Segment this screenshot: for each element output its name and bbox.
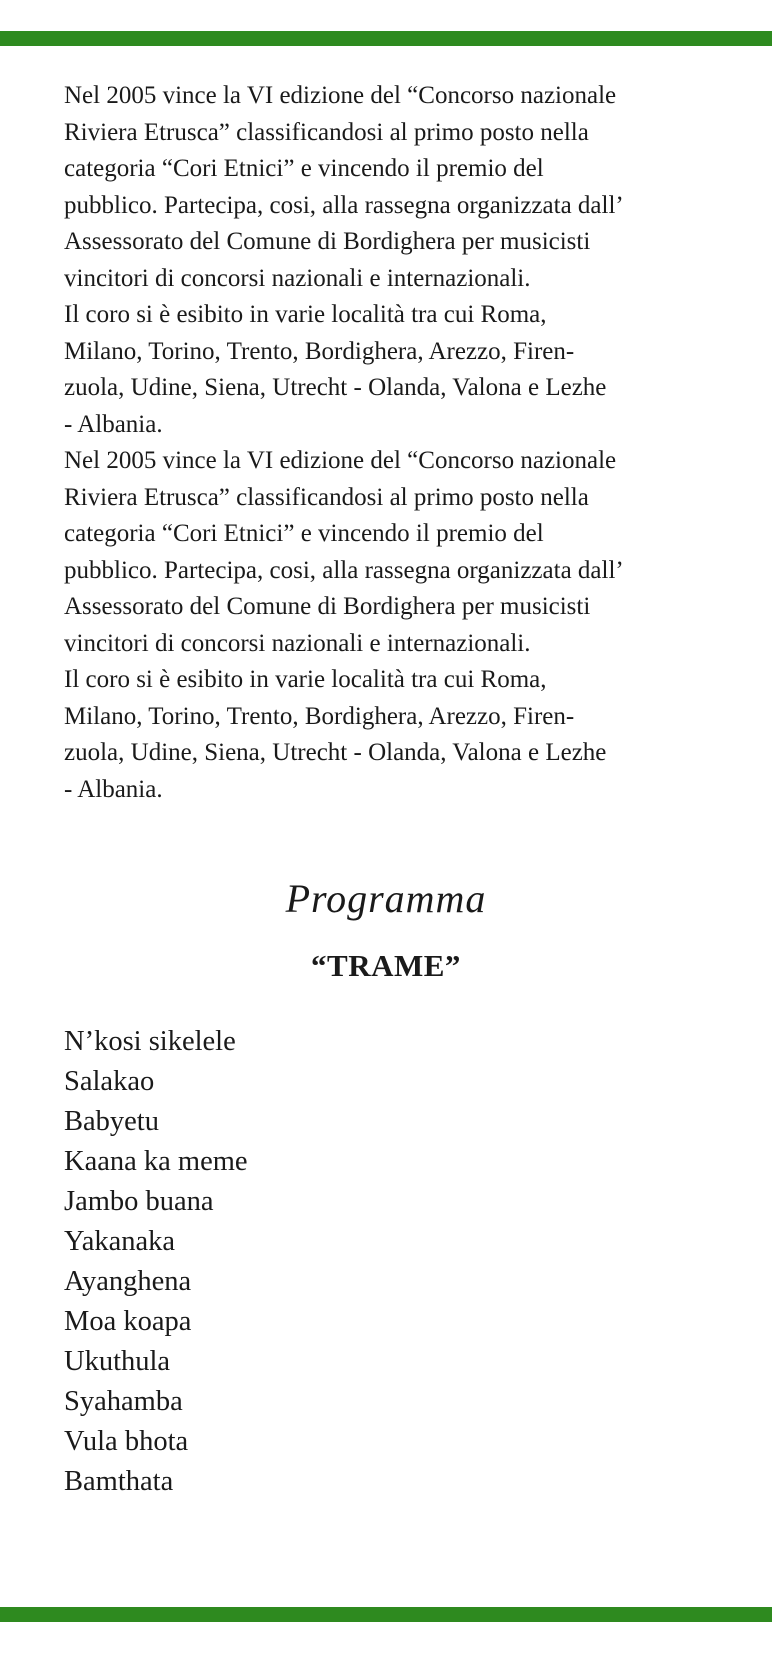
program-item: Babyetu xyxy=(64,1106,159,1137)
program-list xyxy=(64,1022,464,1502)
body-line: pubblico. Partecipa, cosi, alla rassegna organizzata dall’ xyxy=(64,556,624,584)
body-line: Nel 2005 vince la VI edizione del “Concorso nazionale xyxy=(64,82,617,109)
program-item: Vula bhota xyxy=(64,1426,189,1457)
body-line: vincitori di concorsi nazionali e internazionali. xyxy=(64,264,531,292)
body-line: Assessorato del Comune di Bordighera per musicisti xyxy=(64,593,591,620)
body-line: Milano, Torino, Trento, Bordighera, Arezzo, Firen- xyxy=(64,702,575,730)
body-line: Riviera Etrusca” classificandosi al primo posto nella xyxy=(64,483,589,511)
program-item: Ukuthula xyxy=(64,1346,171,1377)
body-text xyxy=(64,78,754,808)
body-line: Nel 2005 vince la VI edizione del “Concorso nazionale xyxy=(64,447,617,474)
body-line: zuola, Udine, Siena, Utrecht - Olanda, Valona e Lezhe xyxy=(64,739,607,766)
program-item: Ayanghena xyxy=(64,1266,192,1297)
body-line: - Albania. xyxy=(64,775,163,803)
body-line: Il coro si è esibito in varie località tra cui Roma, xyxy=(64,666,547,693)
program-item: Kaana ka meme xyxy=(64,1146,248,1177)
body-line: categoria “Cori Etnici” e vincendo il premio del xyxy=(64,520,544,547)
bottom-green-border xyxy=(0,1607,772,1622)
top-green-border xyxy=(0,31,772,46)
program-item: Salakao xyxy=(64,1066,155,1097)
program-item: Moa koapa xyxy=(64,1306,192,1337)
body-line: - Albania. xyxy=(64,410,163,438)
program-item: Bamthata xyxy=(64,1466,174,1497)
body-line: vincitori di concorsi nazionali e internazionali. xyxy=(64,629,531,657)
body-line: Il coro si è esibito in varie località tra cui Roma, xyxy=(64,301,547,328)
program-item: N’kosi sikelele xyxy=(64,1026,236,1057)
program-item: Jambo buana xyxy=(64,1186,214,1217)
body-line: zuola, Udine, Siena, Utrecht - Olanda, Valona e Lezhe xyxy=(64,374,607,401)
body-line: Assessorato del Comune di Bordighera per musicisti xyxy=(64,228,591,255)
program-item: Yakanaka xyxy=(64,1226,176,1257)
program-heading: Programma xyxy=(285,876,487,921)
body-line: Milano, Torino, Trento, Bordighera, Arezzo, Firen- xyxy=(64,337,575,365)
program-subtitle: “TRAME” xyxy=(311,948,461,983)
body-line: pubblico. Partecipa, cosi, alla rassegna organizzata dall’ xyxy=(64,191,624,219)
program-item: Syahamba xyxy=(64,1386,183,1417)
body-line: categoria “Cori Etnici” e vincendo il premio del xyxy=(64,155,544,182)
body-line: Riviera Etrusca” classificandosi al primo posto nella xyxy=(64,118,589,146)
